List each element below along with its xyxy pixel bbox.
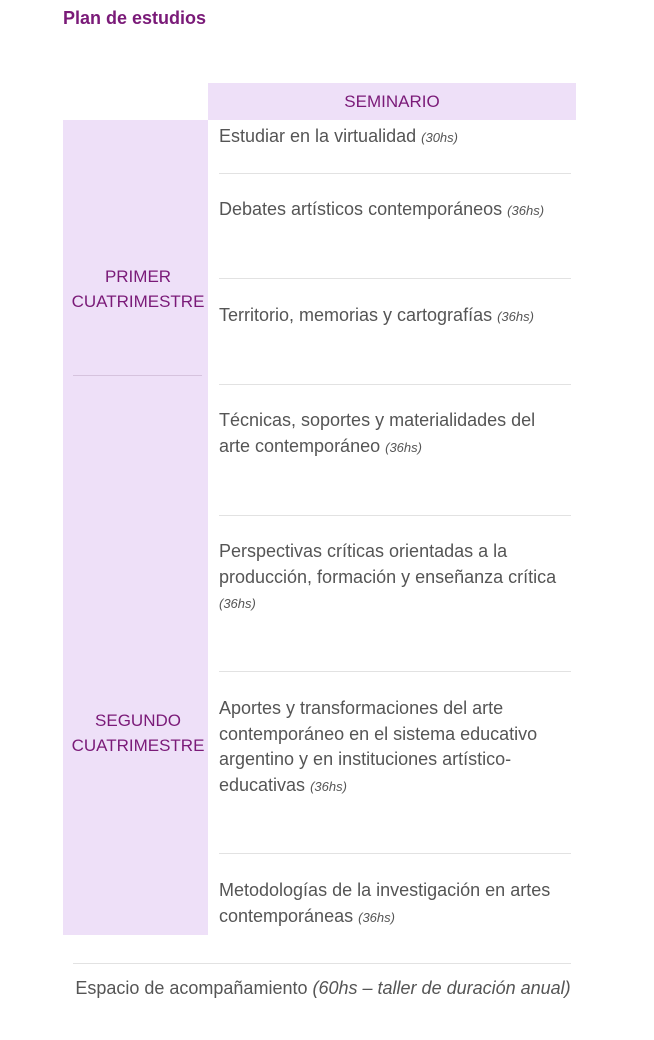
row-divider [219,173,571,174]
course-item [219,303,571,330]
course-item [219,539,571,617]
row-divider [219,671,571,672]
course-hours: (36hs) [358,909,395,925]
course-name: Territorio, memorias y cartografías [219,305,493,325]
course-name: Técnicas, soportes y materialidades del arte contemporáneo [219,410,536,456]
course-hours: (36hs) [385,439,422,455]
course-name: Aportes y transformaciones del arte contemporáneo en el sistema educativo argentino y en instituciones artístico-educativas [219,698,538,795]
accompaniment-space [63,976,583,1002]
course-item [219,197,571,224]
course-hours: (36hs) [497,309,534,324]
course-hours: (36hs) [219,596,256,611]
period-line: PRIMER [104,267,172,286]
period-line: CUATRIMESTRE [71,292,205,311]
seminario-header: SEMINARIO [208,83,576,120]
row-divider [219,278,571,279]
course-item [219,696,571,799]
period-segundo-cuatrimestre [63,708,213,758]
course-name: Debates artísticos contemporáneos [219,199,503,219]
course-item [219,878,571,930]
footer-label: Espacio de acompañamiento [75,978,308,998]
footer-hours: (60hs – taller de duración anual) [312,978,571,998]
row-divider [219,853,571,854]
course-hours: (30hs) [421,130,458,145]
footer-divider [73,963,571,964]
course-hours: (36hs) [507,203,545,218]
period-column [63,120,208,935]
period-divider [73,375,202,376]
period-primer-cuatrimestre [63,264,213,314]
row-divider [219,515,571,516]
course-name: Metodologías de la investigación en artes contemporáneas [219,880,551,926]
page-title: Plan de estudios [63,8,207,28]
course-hours: (36hs) [310,778,347,794]
course-name: Estudiar en la virtualidad [219,126,417,146]
row-divider [219,384,571,385]
course-item [219,408,571,460]
period-line: CUATRIMESTRE [71,736,205,755]
course-item [219,124,571,151]
course-name: Perspectivas críticas orientadas a la producción, formación y enseñanza crítica [219,541,557,587]
period-line: SEGUNDO [95,711,181,730]
